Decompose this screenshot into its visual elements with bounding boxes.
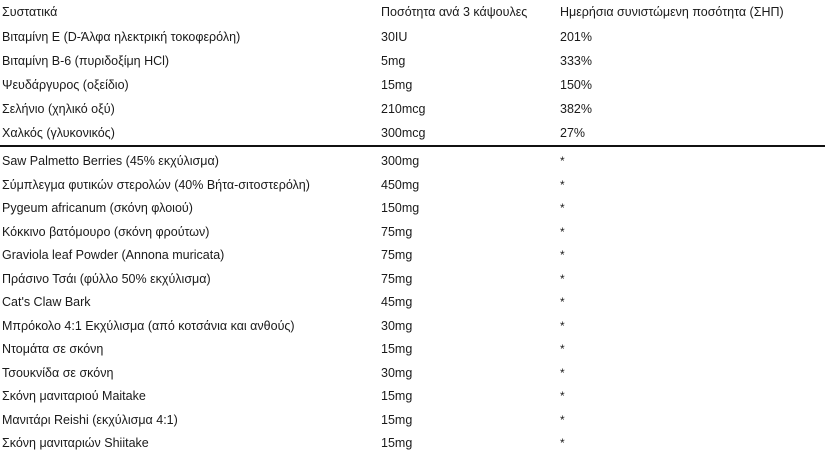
table-row bbox=[0, 408, 825, 432]
ingredient-amount: 30IU bbox=[381, 30, 408, 44]
ingredient-name: Σκόνη μανιταριού Maitake bbox=[2, 389, 146, 403]
ingredient-rdi: * bbox=[560, 248, 565, 262]
table-row bbox=[0, 431, 825, 455]
ingredient-rdi: * bbox=[560, 177, 565, 192]
ingredient-name: Μπρόκολο 4:1 Εκχύλισμα (από κοτσάνια και ανθούς) bbox=[2, 318, 295, 333]
ingredient-name: Βιταμίνη Β-6 (πυριδοξίμη HCl) bbox=[2, 54, 170, 68]
ingredient-name: Pygeum africanum (σκόνη φλοιού) bbox=[2, 201, 193, 215]
ingredient-rdi: * bbox=[560, 154, 565, 168]
ingredient-amount: 300mcg bbox=[381, 126, 426, 140]
ingredient-amount: 75mg bbox=[381, 224, 413, 239]
ingredient-rdi: * bbox=[560, 365, 565, 380]
table-header-row bbox=[0, 0, 825, 25]
ingredient-amount: 75mg bbox=[381, 248, 413, 262]
table-row bbox=[0, 73, 825, 97]
table-row bbox=[0, 361, 825, 385]
ingredient-rdi: * bbox=[560, 201, 565, 215]
ingredient-rdi: * bbox=[560, 318, 565, 333]
ingredient-name: Πράσινο Τσάι (φύλλο 50% εκχύλισμα) bbox=[2, 271, 211, 286]
header-ingredient: Συστατικά bbox=[2, 5, 58, 19]
ingredient-amount: 75mg bbox=[381, 271, 413, 286]
ingredient-name: Cat's Claw Bark bbox=[2, 295, 91, 309]
table-row bbox=[0, 337, 825, 361]
ingredient-name: Τσουκνίδα σε σκόνη bbox=[2, 365, 114, 380]
table-row bbox=[0, 49, 825, 73]
section-divider bbox=[0, 145, 825, 147]
table-row bbox=[0, 97, 825, 121]
ingredient-rdi: * bbox=[560, 271, 565, 286]
ingredient-rdi: 201% bbox=[560, 30, 592, 44]
ingredient-name: Ψευδάργυρος (οξείδιο) bbox=[2, 78, 129, 92]
botanicals-section bbox=[0, 149, 825, 455]
ingredient-amount: 15mg bbox=[381, 342, 413, 356]
header-amount: Ποσότητα ανά 3 κάψουλες bbox=[381, 5, 528, 19]
ingredient-amount: 300mg bbox=[381, 154, 420, 168]
ingredient-rdi: 333% bbox=[560, 54, 592, 68]
ingredient-rdi: * bbox=[560, 295, 565, 309]
table-row bbox=[0, 196, 825, 220]
ingredient-name: Σκόνη μανιταριών Shiitake bbox=[2, 436, 149, 450]
table-row bbox=[0, 149, 825, 173]
ingredient-amount: 150mg bbox=[381, 201, 420, 215]
ingredient-rdi: 150% bbox=[560, 78, 592, 92]
table-row bbox=[0, 384, 825, 408]
ingredient-amount: 45mg bbox=[381, 295, 413, 309]
table-row bbox=[0, 243, 825, 267]
table-row bbox=[0, 173, 825, 197]
table-row bbox=[0, 220, 825, 244]
ingredient-amount: 30mg bbox=[381, 365, 413, 380]
table-row bbox=[0, 121, 825, 145]
ingredient-name: Graviola leaf Powder (Annona muricata) bbox=[2, 248, 225, 262]
ingredient-rdi: 27% bbox=[560, 126, 586, 140]
ingredient-amount: 210mcg bbox=[381, 102, 426, 116]
ingredient-name: Σύμπλεγμα φυτικών στερολών (40% Βήτα-σιτοστερόλη) bbox=[2, 177, 310, 192]
ingredient-rdi: * bbox=[560, 224, 565, 239]
ingredient-amount: 15mg bbox=[381, 412, 413, 427]
ingredient-name: Βιταμίνη Ε (D-Άλφα ηλεκτρική τοκοφερόλη) bbox=[2, 30, 241, 44]
table-row bbox=[0, 290, 825, 314]
ingredient-amount: 5mg bbox=[381, 54, 406, 68]
ingredient-name: Saw Palmetto Berries (45% εκχύλισμα) bbox=[2, 154, 219, 168]
ingredient-amount: 15mg bbox=[381, 78, 413, 92]
ingredient-rdi: * bbox=[560, 389, 565, 403]
ingredient-rdi: * bbox=[560, 436, 565, 450]
vitamins-section bbox=[0, 25, 825, 145]
ingredient-name: Σελήνιο (χηλικό οξύ) bbox=[2, 102, 115, 116]
table-row bbox=[0, 267, 825, 291]
ingredient-name: Ντομάτα σε σκόνη bbox=[2, 342, 104, 356]
ingredient-amount: 15mg bbox=[381, 389, 413, 403]
ingredient-amount: 30mg bbox=[381, 318, 413, 333]
ingredient-amount: 450mg bbox=[381, 177, 420, 192]
ingredient-rdi: * bbox=[560, 412, 565, 427]
table-row bbox=[0, 25, 825, 49]
ingredient-name: Μανιτάρι Reishi (εκχύλισμα 4:1) bbox=[2, 412, 178, 427]
header-rdi: Ημερήσια συνιστώμενη ποσότητα (ΣΗΠ) bbox=[560, 5, 784, 19]
ingredient-rdi: 382% bbox=[560, 102, 592, 116]
ingredient-name: Χαλκός (γλυκονικός) bbox=[2, 126, 115, 140]
table-row bbox=[0, 314, 825, 338]
ingredient-name: Κόκκινο βατόμουρο (σκόνη φρούτων) bbox=[2, 224, 210, 239]
ingredient-amount: 15mg bbox=[381, 436, 413, 450]
ingredient-rdi: * bbox=[560, 342, 565, 356]
